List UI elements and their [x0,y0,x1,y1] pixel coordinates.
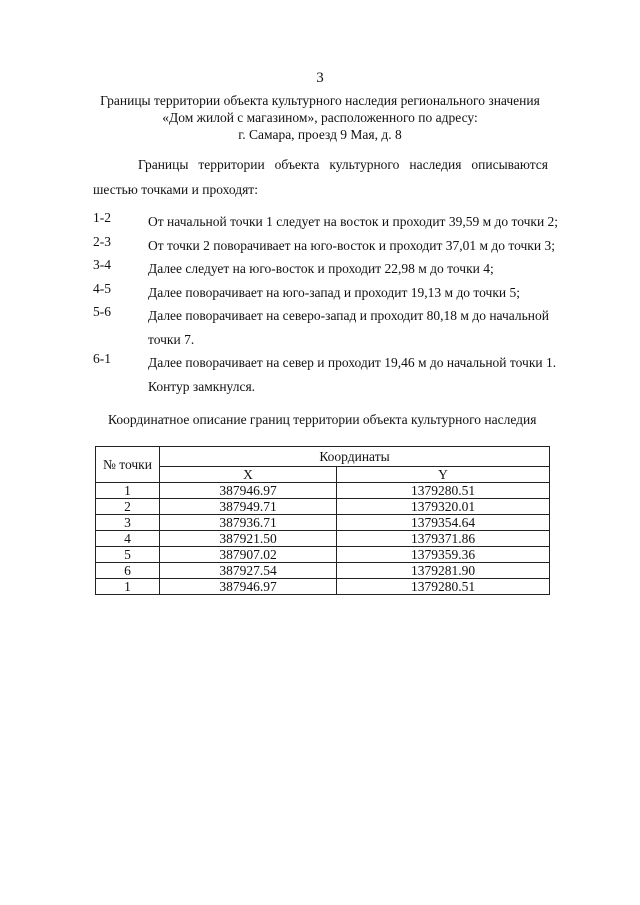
segment-id: 1-2 [93,210,111,225]
segment-text: Далее следует на юго-восток и проходит 22,98 м до точки 4; [148,261,494,276]
intro-line-1: Границы территории объекта культурного наследия описываются [138,157,548,172]
segment-text: От начальной точки 1 следует на восток и проходит 39,59 м до точки 2; [148,214,559,229]
segment-item [93,304,563,351]
cell-y: 1379371.86 [337,531,550,547]
segment-text: Далее поворачивает на северо-запад и проходит 80,18 м до начальной точки 7. [148,308,550,347]
table-subheader-row [96,467,550,483]
cell-y: 1379320.01 [337,499,550,515]
coordinates-table [95,446,550,595]
header-y: Y [337,467,550,483]
cell-point-number: 5 [96,547,160,563]
table-row [96,579,550,595]
table-row [96,547,550,563]
cell-y: 1379354.64 [337,515,550,531]
segment-item [93,234,563,258]
table-row [96,563,550,579]
cell-x: 387949.71 [160,499,337,515]
intro-line-2: шестью точками и проходят: [93,182,258,197]
boundary-segments-list [93,210,563,398]
table-row [96,483,550,499]
cell-point-number: 3 [96,515,160,531]
title-line-1: Границы территории объекта культурного наследия регионального значения [100,93,540,108]
cell-x: 387927.54 [160,563,337,579]
title-line-3: г. Самара, проезд 9 Мая, д. 8 [238,127,402,142]
segment-item [93,351,563,398]
cell-point-number: 4 [96,531,160,547]
cell-x: 387907.02 [160,547,337,563]
segment-id: 2-3 [93,233,111,249]
header-point-number: № точки [96,447,160,483]
segment-id: 3-4 [93,257,111,272]
segment-text: Далее поворачивает на север и проходит 19,46 м до начальной точки 1. Контур замкнулся. [148,355,557,394]
segment-id: 4-5 [93,280,111,296]
cell-x: 387936.71 [160,515,337,531]
intro-paragraph [93,152,548,202]
segment-item [93,257,563,281]
cell-y: 1379280.51 [337,579,550,595]
table-row [96,499,550,515]
header-x: X [160,467,337,483]
table-row [96,531,550,547]
segment-item [93,281,563,305]
cell-y: 1379359.36 [337,547,550,563]
cell-y: 1379280.51 [337,483,550,499]
cell-y: 1379281.90 [337,563,550,579]
segment-id: 5-6 [93,304,111,319]
cell-x: 387921.50 [160,531,337,547]
cell-x: 387946.97 [160,483,337,499]
table-row [96,515,550,531]
header-coordinates: Координаты [160,447,550,467]
cell-point-number: 1 [96,579,160,595]
segment-text: Далее поворачивает на юго-запад и проходит 19,13 м до точки 5; [148,284,521,300]
title-line-2: «Дом жилой с магазином», расположенного по адресу: [162,110,478,125]
segment-id: 6-1 [93,351,111,366]
cell-point-number: 6 [96,563,160,579]
segment-item [93,210,563,234]
cell-point-number: 2 [96,499,160,515]
document-title [60,92,580,143]
cell-x: 387946.97 [160,579,337,595]
segment-text: От точки 2 поворачивает на юго-восток и проходит 37,01 м до точки 3; [148,237,555,253]
cell-point-number: 1 [96,483,160,499]
table-caption: Координатное описание границ территории объекта культурного наследия [108,412,537,427]
table-header-row [96,447,550,467]
page-number: 3 [316,70,324,86]
